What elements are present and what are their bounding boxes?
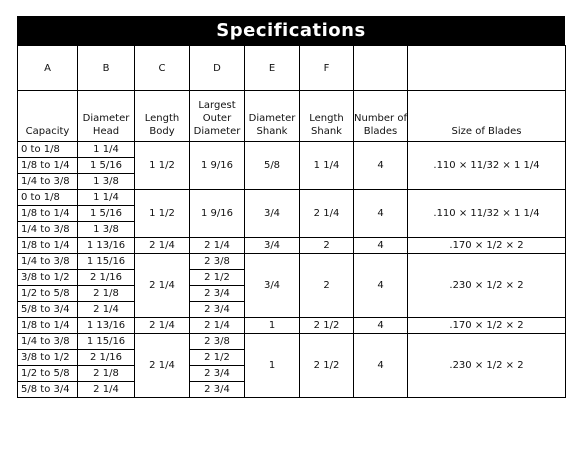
table-row xyxy=(18,190,566,206)
head-cell: 1 15/16 xyxy=(78,334,135,350)
capacity-cell: 1/2 to 5/8 xyxy=(18,286,78,302)
head-cell: 1 13/16 xyxy=(78,238,135,254)
head-cell: 2 1/8 xyxy=(78,286,135,302)
blades-count-cell: 4 xyxy=(354,254,408,318)
col-letter: F xyxy=(300,46,354,91)
length-shank-header: Length Shank xyxy=(300,91,354,142)
head-cell: 1 3/8 xyxy=(78,222,135,238)
capacity-cell: 3/8 to 1/2 xyxy=(18,350,78,366)
col-letter-empty xyxy=(408,46,566,91)
shank-diameter-cell: 3/4 xyxy=(245,190,300,238)
head-cell: 2 1/4 xyxy=(78,302,135,318)
letter-header-row xyxy=(18,46,566,91)
capacity-cell: 5/8 to 3/4 xyxy=(18,382,78,398)
blade-size-cell: .170 × 1/2 × 2 xyxy=(408,318,566,334)
blade-size-cell: .230 × 1/2 × 2 xyxy=(408,334,566,398)
capacity-cell: 3/8 to 1/2 xyxy=(18,270,78,286)
capacity-cell: 1/4 to 3/8 xyxy=(18,222,78,238)
shank-diameter-cell: 3/4 xyxy=(245,238,300,254)
col-letter: D xyxy=(190,46,245,91)
head-cell: 1 3/8 xyxy=(78,174,135,190)
outer-diameter-cell: 2 1/4 xyxy=(190,318,245,334)
specifications-table xyxy=(17,45,566,398)
head-cell: 1 1/4 xyxy=(78,142,135,158)
diameter-shank-header: Diameter Shank xyxy=(245,91,300,142)
head-cell: 1 5/16 xyxy=(78,206,135,222)
blade-size-cell: .170 × 1/2 × 2 xyxy=(408,238,566,254)
head-cell: 1 5/16 xyxy=(78,158,135,174)
length-body-cell: 2 1/4 xyxy=(135,238,190,254)
blades-count-cell: 4 xyxy=(354,142,408,190)
shank-length-cell: 2 xyxy=(300,254,354,318)
outer-diameter-cell: 2 3/4 xyxy=(190,302,245,318)
head-cell: 2 1/16 xyxy=(78,350,135,366)
col-letter: C xyxy=(135,46,190,91)
outer-diameter-cell: 2 1/4 xyxy=(190,238,245,254)
blade-size-cell: .110 × 11/32 × 1 1/4 xyxy=(408,190,566,238)
blades-count-cell: 4 xyxy=(354,318,408,334)
blade-size-cell: .230 × 1/2 × 2 xyxy=(408,254,566,318)
blades-count-cell: 4 xyxy=(354,334,408,398)
capacity-cell: 1/2 to 5/8 xyxy=(18,366,78,382)
shank-length-cell: 1 1/4 xyxy=(300,142,354,190)
head-cell: 1 15/16 xyxy=(78,254,135,270)
table-row xyxy=(18,238,566,254)
shank-diameter-cell: 1 xyxy=(245,334,300,398)
shank-diameter-cell: 3/4 xyxy=(245,254,300,318)
blades-count-cell: 4 xyxy=(354,238,408,254)
capacity-cell: 0 to 1/8 xyxy=(18,190,78,206)
head-cell: 1 1/4 xyxy=(78,190,135,206)
outer-diameter-cell: 2 1/2 xyxy=(190,270,245,286)
col-letter: A xyxy=(18,46,78,91)
capacity-cell: 1/4 to 3/8 xyxy=(18,334,78,350)
length-body-cell: 2 1/4 xyxy=(135,334,190,398)
table-title: Specifications xyxy=(17,16,565,45)
size-blades-header: Size of Blades xyxy=(408,91,566,142)
label-header-row xyxy=(18,91,566,142)
head-cell: 2 1/16 xyxy=(78,270,135,286)
table-row xyxy=(18,254,566,270)
capacity-cell: 1/8 to 1/4 xyxy=(18,238,78,254)
outer-diameter-cell: 2 3/4 xyxy=(190,382,245,398)
outer-diameter-cell: 1 9/16 xyxy=(190,142,245,190)
col-letter: E xyxy=(245,46,300,91)
capacity-cell: 1/4 to 3/8 xyxy=(18,174,78,190)
head-cell: 1 13/16 xyxy=(78,318,135,334)
number-blades-header: Number of Blades xyxy=(354,91,408,142)
capacity-cell: 0 to 1/8 xyxy=(18,142,78,158)
capacity-header: Capacity xyxy=(18,91,78,142)
outer-diameter-cell: 1 9/16 xyxy=(190,190,245,238)
capacity-cell: 1/8 to 1/4 xyxy=(18,206,78,222)
shank-length-cell: 2 1/2 xyxy=(300,334,354,398)
shank-diameter-cell: 5/8 xyxy=(245,142,300,190)
col-letter-empty xyxy=(354,46,408,91)
length-body-cell: 2 1/4 xyxy=(135,254,190,318)
length-body-cell: 1 1/2 xyxy=(135,190,190,238)
table-row xyxy=(18,318,566,334)
outer-diameter-cell: 2 1/2 xyxy=(190,350,245,366)
table-row xyxy=(18,142,566,158)
length-body-cell: 2 1/4 xyxy=(135,318,190,334)
length-body-header: Length Body xyxy=(135,91,190,142)
outer-diameter-cell: 2 3/8 xyxy=(190,334,245,350)
blade-size-cell: .110 × 11/32 × 1 1/4 xyxy=(408,142,566,190)
outer-diameter-cell: 2 3/4 xyxy=(190,286,245,302)
shank-length-cell: 2 xyxy=(300,238,354,254)
outer-diameter-header: Largest Outer Diameter xyxy=(190,91,245,142)
capacity-cell: 5/8 to 3/4 xyxy=(18,302,78,318)
shank-length-cell: 2 1/4 xyxy=(300,190,354,238)
head-cell: 2 1/4 xyxy=(78,382,135,398)
spec-table-wrapper xyxy=(17,16,565,398)
table-row xyxy=(18,334,566,350)
length-body-cell: 1 1/2 xyxy=(135,142,190,190)
col-letter: B xyxy=(78,46,135,91)
outer-diameter-cell: 2 3/4 xyxy=(190,366,245,382)
shank-diameter-cell: 1 xyxy=(245,318,300,334)
shank-length-cell: 2 1/2 xyxy=(300,318,354,334)
head-cell: 2 1/8 xyxy=(78,366,135,382)
capacity-cell: 1/8 to 1/4 xyxy=(18,158,78,174)
outer-diameter-cell: 2 3/8 xyxy=(190,254,245,270)
capacity-cell: 1/4 to 3/8 xyxy=(18,254,78,270)
diameter-head-header: Diameter Head xyxy=(78,91,135,142)
capacity-cell: 1/8 to 1/4 xyxy=(18,318,78,334)
blades-count-cell: 4 xyxy=(354,190,408,238)
